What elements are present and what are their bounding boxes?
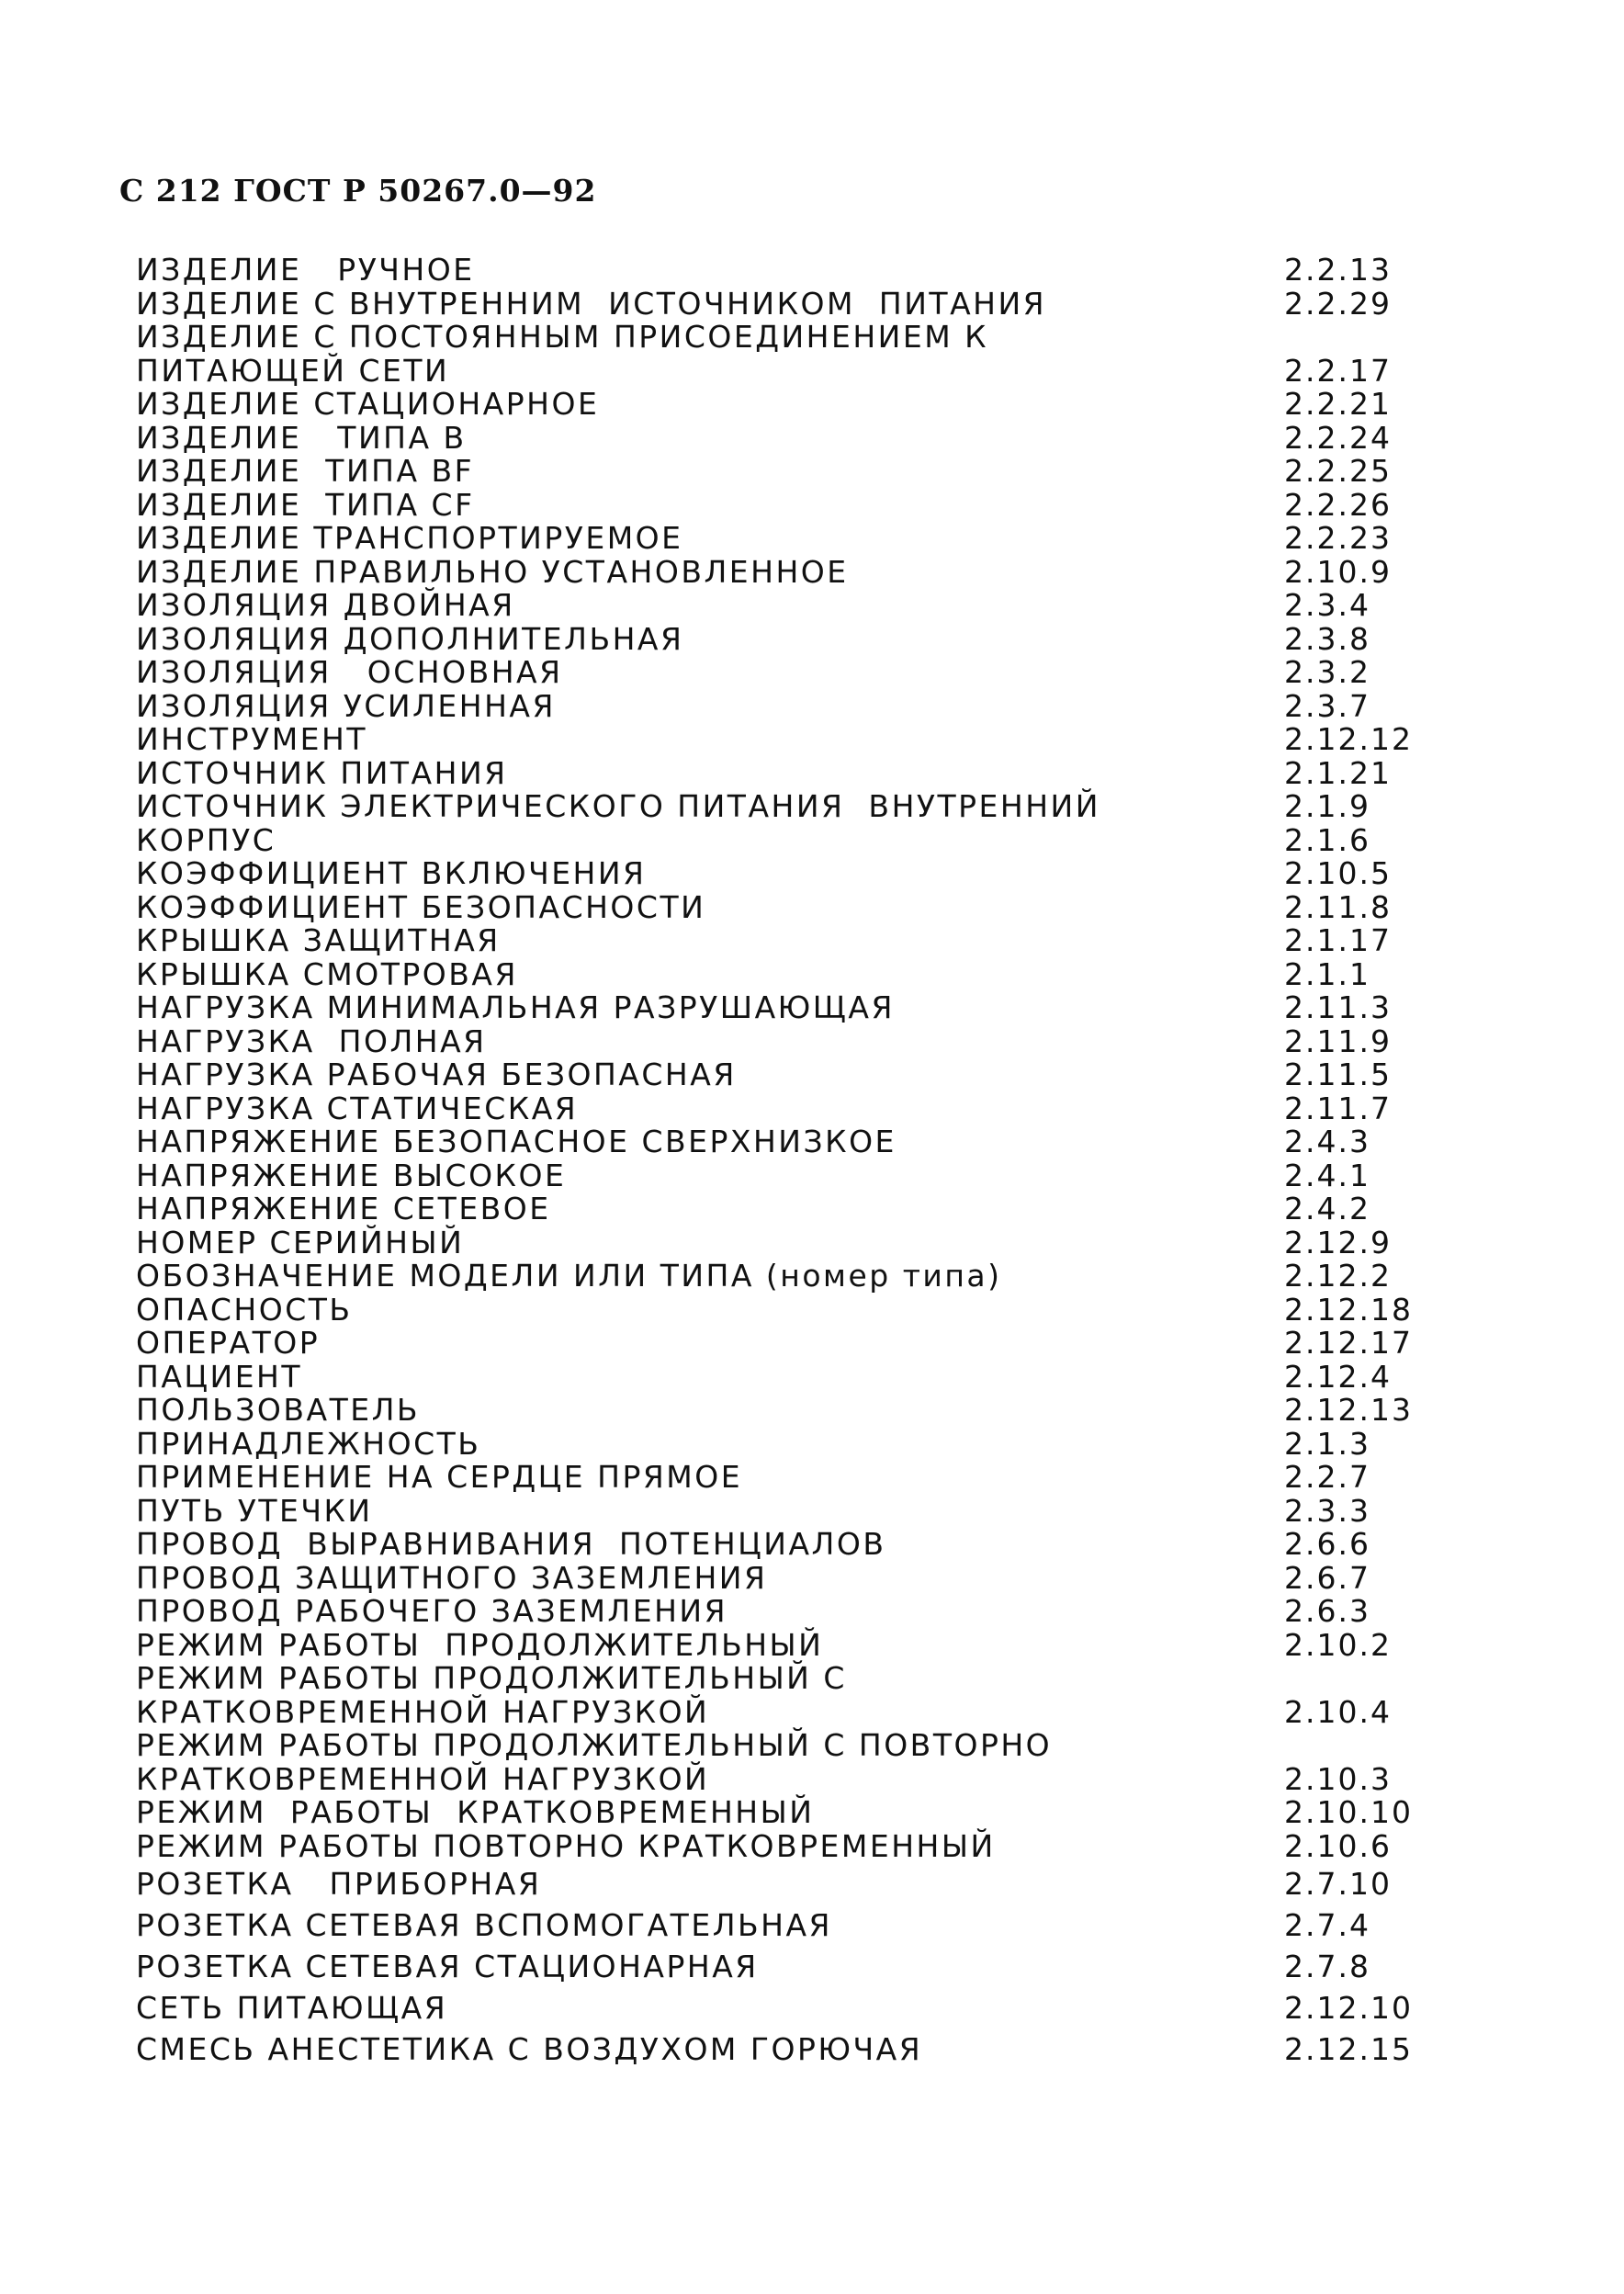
index-entry	[136, 1260, 1459, 1294]
index-entry	[136, 285, 1459, 322]
index-entry	[136, 857, 1459, 891]
entry-term: ИЗДЕЛИЕ ТИПА В	[136, 419, 467, 456]
index-entry	[136, 1192, 1459, 1226]
entry-reference: 2.1.3	[1284, 1425, 1370, 1462]
entry-term: ПАЦИЕНТ	[136, 1358, 303, 1395]
entry-term: ИЗДЕЛИЕ СТАЦИОНАРНОЕ	[136, 386, 600, 422]
entry-term: ИЗДЕЛИЕ ПРАВИЛЬНО УСТАНОВЛЕННОЕ	[136, 553, 849, 590]
entry-term: ИСТОЧНИК ПИТАНИЯ	[136, 754, 508, 791]
entry-reference: 2.2.21	[1284, 386, 1392, 422]
index-entry	[136, 1159, 1459, 1193]
entry-reference: 2.2.25	[1284, 453, 1392, 489]
entry-term: ИЗДЕЛИЕ ТРАНСПОРТИРУЕМОЕ	[136, 520, 683, 556]
entry-term: ОБОЗНАЧЕНИЕ МОДЕЛИ ИЛИ ТИПА (номер типа)	[136, 1258, 1002, 1294]
page-header: С 212 ГОСТ Р 50267.0—92	[119, 173, 597, 209]
index-entry	[136, 1327, 1459, 1361]
entry-term: ИЗОЛЯЦИЯ УСИЛЕННАЯ	[136, 687, 556, 724]
index-entry	[136, 254, 1459, 288]
entry-term: РЕЖИМ РАБОТЫ ПРОДОЛЖИТЕЛЬНЫЙ С ПОВТОРНО КРАТКОВРЕМЕННОЙ НАГРУЗКОЙ	[136, 1727, 1065, 1797]
entry-term: ПОЛЬЗОВАТЕЛЬ	[136, 1392, 421, 1428]
entry-reference: 2.1.17	[1284, 922, 1392, 958]
entry-reference: 2.2.7	[1284, 1459, 1370, 1495]
index-entry	[136, 991, 1459, 1025]
entry-term: КРЫШКА СМОТРОВАЯ	[136, 955, 518, 992]
entry-term: РОЗЕТКА ПРИБОРНАЯ	[136, 1866, 542, 1902]
index-entry	[136, 955, 1459, 992]
entry-reference: 2.12.4	[1284, 1358, 1392, 1395]
index-entry	[136, 553, 1459, 590]
index-entry	[136, 1827, 1459, 1864]
entry-reference: 2.1.21	[1284, 754, 1392, 791]
entry-term: ОПЕРАТОР	[136, 1325, 321, 1361]
entry-term: СЕТЬ ПИТАЮЩАЯ	[136, 1990, 448, 2026]
index-entry	[136, 2028, 1459, 2070]
entry-term: ПУТЬ УТЕЧКИ	[136, 1492, 373, 1529]
entry-term: НАПРЯЖЕНИЕ БЕЗОПАСНОЕ СВЕРХНИЗКОЕ	[136, 1124, 897, 1159]
entry-term: ИЗОЛЯЦИЯ ДОПОЛНИТЕЛЬНАЯ	[136, 620, 684, 657]
index-entry	[136, 1559, 1459, 1596]
entry-reference: 2.4.1	[1284, 1157, 1370, 1193]
entry-reference: 2.10.3	[1284, 1760, 1392, 1797]
entry-reference: 2.12.15	[1284, 2031, 1413, 2067]
entry-term: НАГРУЗКА РАБОЧАЯ БЕЗОПАСНАЯ	[136, 1057, 737, 1092]
entry-term: НАГРУЗКА СТАТИЧЕСКАЯ	[136, 1090, 579, 1126]
index-entry	[136, 1092, 1459, 1126]
index-entry	[136, 1461, 1459, 1495]
entry-term: КОРПУС	[136, 821, 276, 858]
entry-term: ИЗДЕЛИЕ ТИПА CF	[136, 486, 475, 523]
index-entry	[136, 620, 1459, 657]
entry-reference: 2.11.3	[1284, 989, 1392, 1025]
entry-reference: 2.2.13	[1284, 252, 1392, 288]
index-entry	[136, 687, 1459, 724]
entry-term: ПРИМЕНЕНИЕ НА СЕРДЦЕ ПРЯМОЕ	[136, 1459, 743, 1495]
entry-reference: 2.1.1	[1284, 955, 1370, 992]
entry-reference: 2.10.9	[1284, 553, 1392, 590]
index-entry	[136, 1662, 1459, 1729]
entry-term: НАПРЯЖЕНИЕ СЕТЕВОЕ	[136, 1191, 551, 1226]
entry-reference: 2.10.2	[1284, 1626, 1392, 1663]
entry-reference: 2.1.9	[1284, 788, 1370, 824]
index-entry	[136, 656, 1459, 690]
entry-reference: 2.6.3	[1284, 1593, 1370, 1629]
index-entry	[136, 1595, 1459, 1629]
index-entry	[136, 1226, 1459, 1260]
entry-reference: 2.11.8	[1284, 888, 1392, 925]
entry-reference: 2.12.2	[1284, 1258, 1392, 1294]
index-entry	[136, 1358, 1459, 1395]
entry-term: ИЗОЛЯЦИЯ ДВОЙНАЯ	[136, 587, 515, 623]
index-entry	[136, 1425, 1459, 1462]
entry-reference: 2.2.29	[1284, 285, 1392, 322]
index-entry	[136, 589, 1459, 623]
entry-reference: 2.2.17	[1284, 352, 1392, 389]
entry-term: РЕЖИМ РАБОТЫ ПРОДОЛЖИТЕЛЬНЫЙ С КРАТКОВРЕМЕННОЙ НАГРУЗКОЙ	[136, 1660, 859, 1730]
index-entry	[136, 1863, 1459, 1904]
entry-term: ИНСТРУМЕНТ	[136, 721, 368, 757]
entry-reference: 2.12.10	[1284, 1990, 1413, 2026]
index-entry	[136, 1729, 1459, 1796]
index-entry	[136, 1492, 1459, 1529]
index-entry	[136, 1796, 1459, 1830]
index-entry	[136, 1058, 1459, 1092]
entry-term: РЕЖИМ РАБОТЫ ПОВТОРНО КРАТКОВРЕМЕННЫЙ	[136, 1827, 996, 1864]
entry-term: ПРОВОД РАБОЧЕГО ЗАЗЕМЛЕНИЯ	[136, 1593, 728, 1629]
entry-reference: 2.11.5	[1284, 1057, 1392, 1092]
entry-reference: 2.12.18	[1284, 1291, 1413, 1328]
entry-reference: 2.6.7	[1284, 1559, 1370, 1596]
entry-term: ПРОВОД ЗАЩИТНОГО ЗАЗЕМЛЕНИЯ	[136, 1559, 768, 1596]
index-entry	[136, 924, 1459, 958]
index-entry	[136, 1904, 1459, 1946]
entry-term: КОЭФФИЦИЕНТ БЕЗОПАСНОСТИ	[136, 888, 706, 925]
entry-reference: 2.4.3	[1284, 1124, 1370, 1159]
entry-reference: 2.1.6	[1284, 821, 1370, 858]
entry-term: ИЗДЕЛИЕ С ПОСТОЯННЫМ ПРИСОЕДИНЕНИЕМ К ПИТАЮЩЕЙ СЕТИ	[136, 319, 1001, 389]
entry-term: ИЗДЕЛИЕ ТИПА BF	[136, 453, 475, 489]
index-entry	[136, 522, 1459, 556]
entry-term: ПРИНАДЛЕЖНОСТЬ	[136, 1425, 481, 1462]
entry-reference: 2.10.4	[1284, 1693, 1392, 1730]
index-entry	[136, 1125, 1459, 1159]
entry-term: НОМЕР СЕРИЙНЫЙ	[136, 1224, 465, 1260]
entry-reference: 2.7.4	[1284, 1907, 1370, 1943]
index-entry	[136, 723, 1459, 757]
entry-reference: 2.2.26	[1284, 486, 1392, 523]
entry-term: ПРОВОД ВЫРАВНИВАНИЯ ПОТЕНЦИАЛОВ	[136, 1526, 886, 1562]
index-entry	[136, 1626, 1459, 1663]
entry-reference: 2.6.6	[1284, 1526, 1370, 1562]
entry-term: ИЗДЕЛИЕ РУЧНОЕ	[136, 252, 475, 288]
entry-reference: 2.10.10	[1284, 1794, 1413, 1830]
entry-term: РЕЖИМ РАБОТЫ ПРОДОЛЖИТЕЛЬНЫЙ	[136, 1626, 824, 1663]
entry-term: НАПРЯЖЕНИЕ ВЫСОКОЕ	[136, 1157, 567, 1193]
entry-reference: 2.3.2	[1284, 654, 1370, 690]
entry-reference: 2.2.24	[1284, 419, 1392, 456]
entry-term: КОЭФФИЦИЕНТ ВКЛЮЧЕНИЯ	[136, 855, 647, 891]
entry-reference: 2.11.9	[1284, 1023, 1392, 1059]
entry-term: НАГРУЗКА МИНИМАЛЬНАЯ РАЗРУШАЮЩАЯ	[136, 989, 895, 1025]
index-entry	[136, 321, 1459, 388]
index-entry	[136, 821, 1459, 858]
index-entry	[136, 1291, 1459, 1328]
entry-reference: 2.3.7	[1284, 687, 1370, 724]
entry-term: РЕЖИМ РАБОТЫ КРАТКОВРЕМЕННЫЙ	[136, 1794, 815, 1830]
entry-reference: 2.12.17	[1284, 1325, 1413, 1361]
entry-reference: 2.12.12	[1284, 721, 1413, 757]
index-entry	[136, 1987, 1459, 2028]
entry-term: СМЕСЬ АНЕСТЕТИКА С ВОЗДУХОМ ГОРЮЧАЯ	[136, 2031, 923, 2067]
index-entry	[136, 790, 1459, 824]
entry-term: РОЗЕТКА СЕТЕВАЯ ВСПОМОГАТЕЛЬНАЯ	[136, 1907, 832, 1943]
entry-reference: 2.10.5	[1284, 855, 1392, 891]
entry-term: ИЗОЛЯЦИЯ ОСНОВНАЯ	[136, 654, 563, 690]
entry-term: ОПАСНОСТЬ	[136, 1291, 353, 1328]
term-index-list	[136, 254, 1459, 2070]
entry-reference: 2.7.10	[1284, 1866, 1392, 1902]
entry-term: РОЗЕТКА СЕТЕВАЯ СТАЦИОНАРНАЯ	[136, 1949, 759, 1984]
entry-reference: 2.3.3	[1284, 1492, 1370, 1529]
index-entry	[136, 455, 1459, 489]
entry-term: ИЗДЕЛИЕ С ВНУТРЕННИМ ИСТОЧНИКОМ ПИТАНИЯ	[136, 285, 1047, 322]
entry-term: КРЫШКА ЗАЩИТНАЯ	[136, 922, 501, 958]
index-entry	[136, 388, 1459, 422]
index-entry	[136, 888, 1459, 925]
index-entry	[136, 1025, 1459, 1059]
entry-term: НАГРУЗКА ПОЛНАЯ	[136, 1023, 487, 1059]
entry-reference: 2.12.13	[1284, 1392, 1413, 1428]
entry-reference: 2.3.8	[1284, 620, 1370, 657]
index-entry	[136, 1394, 1459, 1428]
index-entry	[136, 1946, 1459, 1987]
index-entry	[136, 419, 1459, 456]
entry-reference: 2.2.23	[1284, 520, 1392, 556]
entry-reference: 2.3.4	[1284, 587, 1370, 623]
index-entry	[136, 754, 1459, 791]
entry-reference: 2.4.2	[1284, 1191, 1370, 1226]
entry-reference: 2.10.6	[1284, 1827, 1392, 1864]
entry-term: ИСТОЧНИК ЭЛЕКТРИЧЕСКОГО ПИТАНИЯ ВНУТРЕННИЙ	[136, 788, 1100, 824]
entry-reference: 2.12.9	[1284, 1224, 1392, 1260]
entry-reference: 2.11.7	[1284, 1090, 1392, 1126]
index-entry	[136, 486, 1459, 523]
entry-reference: 2.7.8	[1284, 1949, 1370, 1984]
index-entry	[136, 1528, 1459, 1562]
